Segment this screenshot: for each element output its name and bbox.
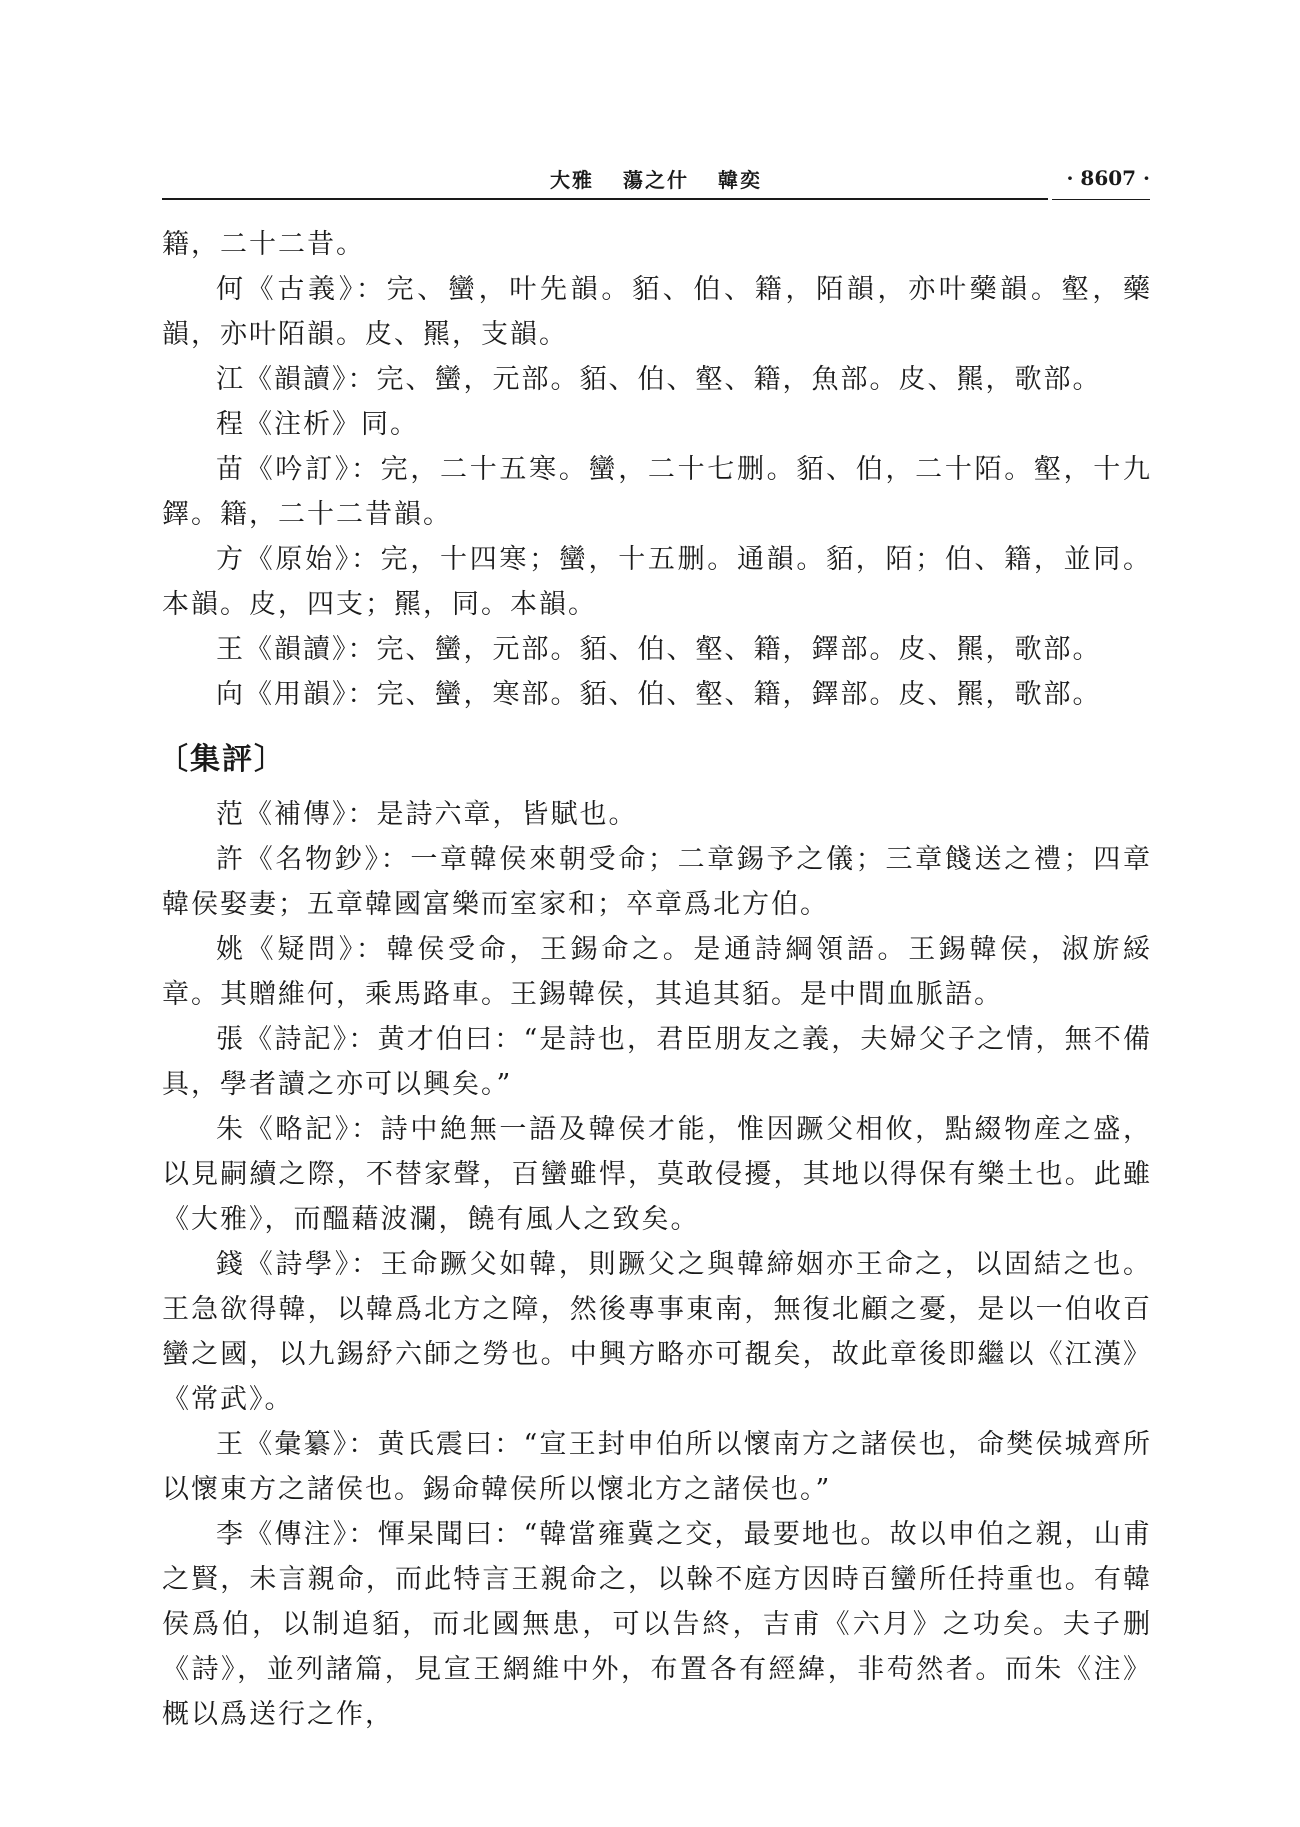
header-rule-short <box>1052 199 1150 200</box>
rhyme-entry-he: 何《古義》：完、蠻，叶先韻。貊、伯、籍，陌韻，亦叶藥韻。壑，藥韻，亦叶陌韻。皮、羆，支韻。 <box>162 274 1152 350</box>
commentary-li: 李《傳注》：惲杲聞曰：“韓當雍冀之交，最要地也。故以申伯之親，山甫之賢，未言親命，而此特言王親命之，以榦不庭方因時百蠻所任持重也。有韓侯爲伯，以制追貊，而北國無患，可以告終，吉甫《六月》之功矣。夫子删《詩》，並列諸篇，見宣王網維中外，布置各有經緯，非苟然者。而朱《注》概以爲送行之作， <box>162 1519 1152 1730</box>
page-body <box>158 222 1152 1737</box>
header-section-hanyi: 韓奕 <box>717 168 762 192</box>
commentary-wang: 王《彙纂》：黄氏震曰：“宣王封申伯所以懷南方之諸侯也，命樊侯城齊所以懷東方之諸侯也。錫命韓侯所以懷北方之諸侯也。” <box>162 1429 1152 1505</box>
header-rule <box>162 198 1048 200</box>
rhyme-entry-cheng: 程《注析》同。 <box>216 409 419 440</box>
commentary-fan: 范《補傳》：是詩六章，皆賦也。 <box>216 799 638 830</box>
rhyme-entry-fang: 方《原始》：完，十四寒；蠻，十五删。通韻。貊，陌；伯、籍，並同。本韻。皮，四支；羆，同。本韻。 <box>162 544 1152 620</box>
rhyme-continuation: 籍，二十二昔。 <box>162 229 365 260</box>
rhyme-entry-jiang: 江《韻讀》：完、蠻，元部。貊、伯、壑、籍，魚部。皮、羆，歌部。 <box>216 364 1102 395</box>
running-header <box>162 156 1150 198</box>
header-section-daya: 大雅 <box>550 168 595 192</box>
commentary-qian: 錢《詩學》：王命蹶父如韓，則蹶父之與韓締姻亦王命之，以固結之也。王急欲得韓，以韓爲北方之障，然後專事東南，無復北顧之憂，是以一伯收百蠻之國，以九錫紓六師之勞也。中興方略亦可覩矣，故此章後即繼以《江漢》《常武》。 <box>162 1249 1152 1415</box>
rhyme-entry-miao: 苗《吟訂》：完，二十五寒。蠻，二十七删。貊、伯，二十陌。壑，十九鐸。籍，二十二昔韻。 <box>162 454 1152 530</box>
header-title <box>162 164 1150 193</box>
commentary-xu: 許《名物鈔》：一章韓侯來朝受命；二章錫予之儀；三章餞送之禮；四章韓侯娶妻；五章韓國富樂而室家和；卒章爲北方伯。 <box>162 844 1152 920</box>
header-section-dang: 蕩之什 <box>623 168 689 192</box>
rhyme-entry-xiang: 向《用韻》：完、蠻，寒部。貊、伯、壑、籍，鐸部。皮、羆，歌部。 <box>216 679 1102 710</box>
rhyme-entry-wang: 王《韻讀》：完、蠻，元部。貊、伯、壑、籍，鐸部。皮、羆，歌部。 <box>216 634 1102 665</box>
commentary-yao: 姚《疑問》：韓侯受命，王錫命之。是通詩綱領語。王錫韓侯，淑旂綏章。其贈維何，乘馬路車。王錫韓侯，其追其貊。是中間血脈語。 <box>162 934 1152 1010</box>
commentary-zhang: 張《詩記》：黄才伯曰：“是詩也，君臣朋友之義，夫婦父子之情，無不備具，學者讀之亦可以興矣。” <box>162 1024 1152 1100</box>
commentary-zhu: 朱《略記》：詩中絶無一語及韓侯才能，惟因蹶父相攸，點綴物産之盛，以見嗣續之際，不替家聲，百蠻雖悍，莫敢侵擾，其地以得保有樂土也。此雖《大雅》，而醞藉波瀾，饒有風人之致矣。 <box>162 1114 1152 1235</box>
page-number: · 8607 · <box>1066 166 1150 190</box>
section-heading-jiping: 〔集評〕 <box>158 742 286 777</box>
